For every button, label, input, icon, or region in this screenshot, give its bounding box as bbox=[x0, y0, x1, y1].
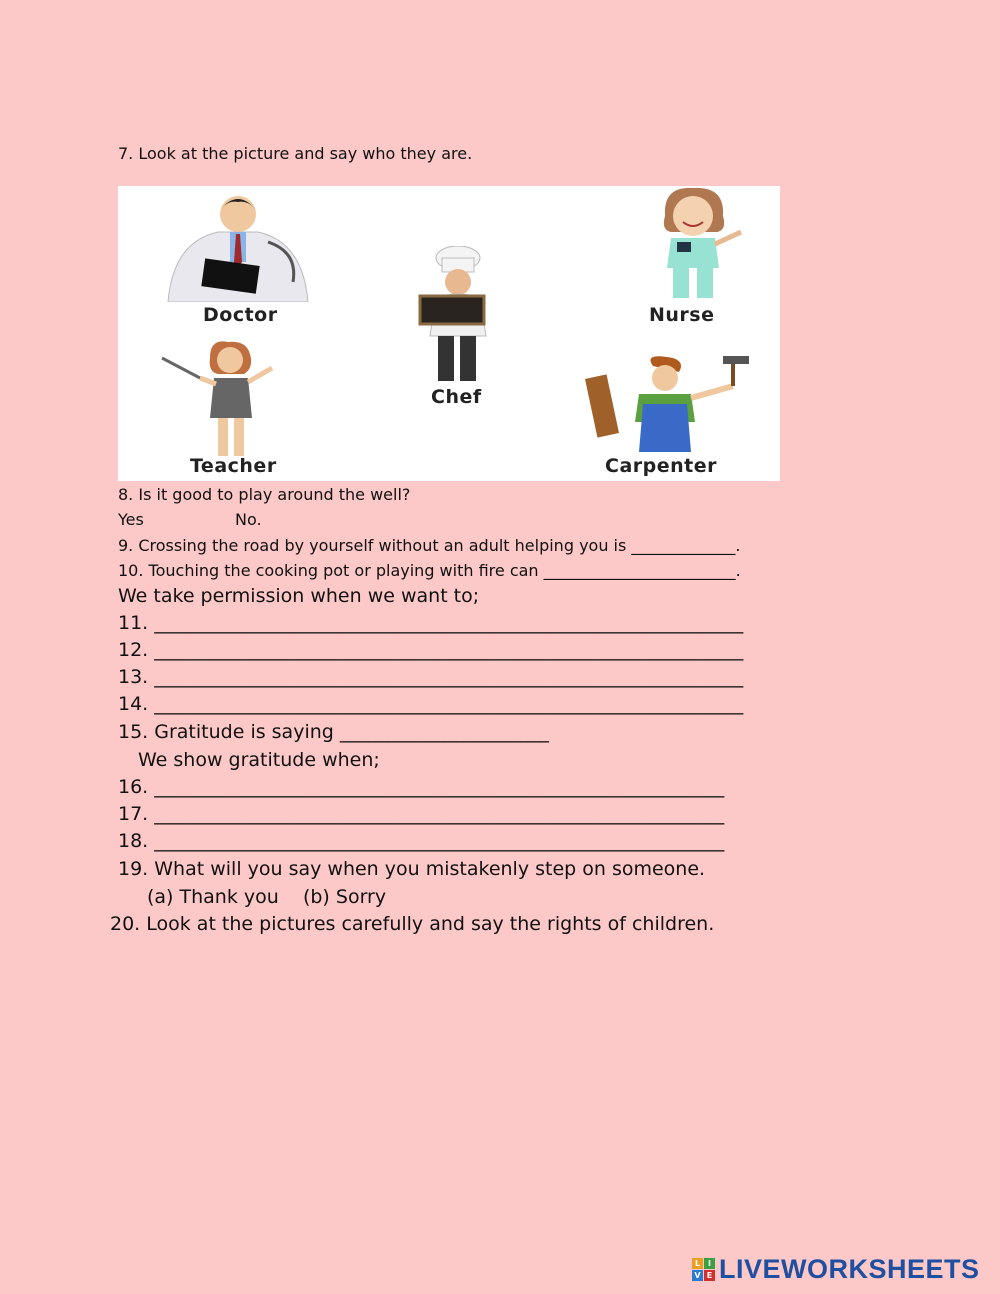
question-17[interactable]: 17. ____________________________________________________________ bbox=[118, 803, 725, 825]
question-18[interactable]: 18. ____________________________________________________________ bbox=[118, 830, 725, 852]
question-7: 7. Look at the picture and say who they are. bbox=[118, 144, 473, 163]
question-15[interactable]: 15. Gratitude is saying ______________________ bbox=[118, 721, 549, 743]
question-19-options[interactable]: (a) Thank you (b) Sorry bbox=[147, 886, 387, 908]
permission-heading: We take permission when we want to; bbox=[118, 585, 480, 607]
question-11[interactable]: 11. ______________________________________________________________ bbox=[118, 612, 744, 634]
gratitude-heading: We show gratitude when; bbox=[138, 749, 380, 771]
liveworksheets-logo-icon: L I V E bbox=[692, 1258, 715, 1281]
doctor-figure bbox=[158, 192, 318, 302]
carpenter-figure bbox=[583, 356, 773, 456]
occupations-picture bbox=[118, 186, 780, 481]
question-10: 10. Touching the cooking pot or playing with fire can ________________________. bbox=[118, 561, 741, 580]
label-nurse: Nurse bbox=[649, 304, 715, 326]
question-20: 20. Look at the pictures carefully and say the rights of children. bbox=[110, 913, 715, 935]
label-teacher: Teacher bbox=[190, 455, 277, 477]
label-doctor: Doctor bbox=[203, 304, 278, 326]
question-9: 9. Crossing the road by yourself without an adult helping you is _____________. bbox=[118, 536, 741, 555]
chef-figure bbox=[408, 246, 518, 386]
nurse-figure bbox=[643, 186, 753, 301]
question-16[interactable]: 16. ____________________________________________________________ bbox=[118, 776, 725, 798]
question-8: 8. Is it good to play around the well? bbox=[118, 485, 411, 504]
option-no[interactable]: No. bbox=[235, 510, 262, 529]
question-12[interactable]: 12. ______________________________________________________________ bbox=[118, 639, 744, 661]
question-13[interactable]: 13. ______________________________________________________________ bbox=[118, 666, 744, 688]
liveworksheets-logo bbox=[692, 1254, 980, 1284]
option-yes[interactable]: Yes bbox=[118, 510, 144, 529]
teacher-figure bbox=[160, 338, 290, 458]
label-chef: Chef bbox=[431, 386, 482, 408]
liveworksheets-logo-text: LIVEWORKSHEETS bbox=[719, 1253, 980, 1284]
label-carpenter: Carpenter bbox=[605, 455, 717, 477]
question-14[interactable]: 14. ______________________________________________________________ bbox=[118, 693, 744, 715]
question-19: 19. What will you say when you mistakenly step on someone. bbox=[118, 858, 706, 880]
